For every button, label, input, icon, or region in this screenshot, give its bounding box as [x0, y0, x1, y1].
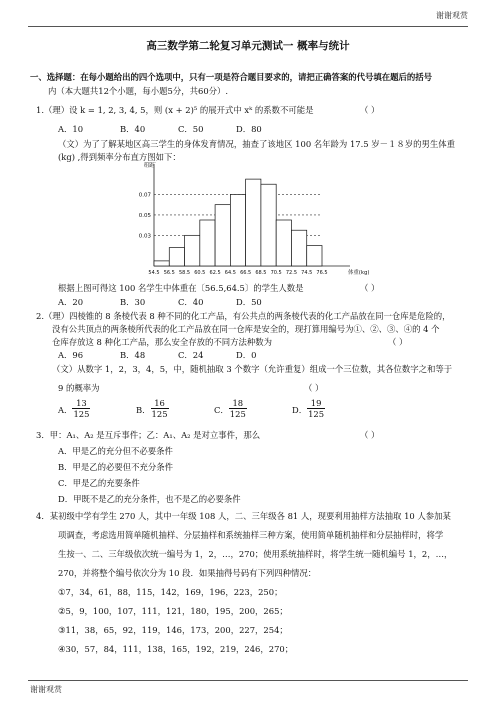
x-tick-label: 58.5: [178, 270, 191, 276]
histogram-bar: [169, 248, 184, 266]
q1-option-d: D．80: [236, 124, 262, 134]
q4-case-3: ③11，38，65，92，119，146，173，200，227，254；: [58, 625, 288, 635]
q3-paren: （ ）: [360, 430, 380, 440]
q2-paren: （ ）: [388, 337, 408, 347]
histogram-bar: [291, 230, 306, 266]
q3-option-b: B．甲是乙的必要但不充分条件: [58, 462, 174, 472]
frac-denominator: 125: [73, 409, 90, 419]
x-tick-label: 74.5: [301, 270, 313, 276]
q4-case-1: ①7，34，61，88，115，142，169，196，223，250；: [58, 587, 283, 597]
q4-case-4: ④30，57，84，111，138，165，192，219，246，270；: [58, 644, 294, 654]
q1-wen-line2: (kg) ,得到频率分布直方图如下：: [58, 152, 181, 162]
q1-option-a: A．10: [58, 124, 84, 134]
y-tick-label: 0.05: [138, 212, 151, 219]
x-tick-label: 56.5: [163, 270, 175, 276]
q2-frac-option-c: [214, 398, 247, 419]
histogram-bar: [185, 235, 200, 266]
q2-frac-option-d: [292, 398, 325, 419]
section-heading: 一、选择题：在每小题给出的四个选项中，只有一项是符合题目要求的，请把正确答案的代号填在题后的括号: [30, 72, 432, 82]
section-heading-cont: 内（本大题共12个小题，每小题5分，共60分）.: [48, 86, 229, 96]
q1-wen-option-d: D．50: [236, 297, 262, 307]
frequency-histogram: [120, 162, 390, 280]
histogram-bar: [276, 220, 291, 266]
q2-frac-option-a: [58, 398, 90, 419]
header-rule: [28, 26, 468, 27]
q4-line4: 270，并将整个编号依次分为 10 段．如果抽得号码有下列四种情况：: [58, 568, 317, 578]
page-header: 谢谢观赏: [436, 11, 468, 20]
q2-line1: 2.（理）四棱锥的 8 条棱代表 8 种不同的化工产品，有公共点的两条棱代表的化工产品放在同一仓库是危险的，: [36, 311, 451, 321]
y-tick-label: 0.03: [138, 233, 151, 240]
page-footer: 谢谢观赏: [30, 685, 62, 694]
histogram-bar: [154, 261, 169, 266]
q2-frac-option-b: [136, 398, 169, 419]
frac-denominator: 125: [229, 409, 246, 419]
q1-wen-option-b: B．30: [120, 297, 146, 307]
page-title: 高三数学第二轮复习单元测试一 概率与统计: [146, 40, 350, 52]
x-tick-label: 76.5: [316, 270, 328, 276]
x-tick-label: 64.5: [224, 270, 236, 276]
q4-case-2: ②5，9，100，107，111，121，180，195，200，265；: [58, 606, 288, 616]
q3-option-a: A．甲是乙的充分但不必要条件: [58, 446, 173, 456]
q1-paren2: （ ）: [360, 283, 380, 293]
q4-line2: 项调查，考虑选用简单随机抽样、分层抽样和系统抽样三种方案，使用简单随机抽样和分层抽样时，将学: [58, 530, 444, 540]
frac-label: B．: [136, 405, 151, 415]
q1-stem: 1.（理）设 k = 1, 2, 3, 4, 5，则 (x + 2)⁵ 的展开式中 xᵏ 的系数不可能是: [36, 105, 314, 115]
q2-paren2: （ ）: [304, 383, 324, 393]
q2-line3: 仓库存放这 8 种化工产品，那么安全存放的不同方法种数为: [52, 337, 273, 347]
histogram-bar: [261, 184, 276, 266]
frac-label: C．: [214, 405, 229, 415]
q1-wen-option-c: C．40: [178, 297, 204, 307]
q3-option-d: D．甲既不是乙的充分条件，也不是乙的必要条件: [58, 494, 241, 504]
y-tick-label: 0.07: [138, 192, 151, 199]
x-tick-label: 70.5: [270, 270, 282, 276]
x-tick-label: 54.5: [148, 270, 160, 276]
q2-option-a: A．96: [58, 350, 84, 360]
q2-line2: 没有公共顶点的两条棱所代表的化工产品放在同一仓库是安全的，现打算用编号为①、②、③、④的 4 个: [52, 324, 440, 334]
histogram-bar: [307, 246, 322, 266]
frac-label: D．: [292, 405, 308, 415]
x-tick-label: 68.5: [255, 270, 267, 276]
histogram-bar: [215, 205, 230, 266]
frac-numerator: 19: [307, 398, 325, 409]
q3-stem: 3．甲：A₁、A₂ 是互斥事件；乙：A₁、A₂ 是对立事件，那么: [36, 430, 261, 440]
q1-after: 根据上图可得这 100 名学生中体重在〔56.5,64.5〕的学生人数是: [58, 283, 304, 293]
x-axis-label: 体重(kg): [348, 270, 370, 276]
q3-option-c: C．甲是乙的充要条件: [58, 478, 140, 488]
y-axis-label-denominator: 组距: [144, 163, 155, 169]
q2-option-b: B．48: [120, 350, 146, 360]
q2-option-d: D．0: [236, 350, 257, 360]
q1-paren: （ ）: [360, 105, 380, 115]
histogram-bar: [200, 220, 215, 266]
frac-denominator: 125: [308, 409, 325, 419]
frac-label: A．: [58, 405, 73, 415]
q1-option-b: B．40: [120, 124, 146, 134]
x-tick-label: 72.5: [285, 270, 298, 276]
x-tick-label: 62.5: [209, 270, 221, 276]
x-tick-label: 60.5: [194, 270, 206, 276]
q1-wen-line1: （文）为了了解某地区高三学生的身体发育情况，抽查了该地区 100 名年龄为 17.5 岁－１８岁的男生体重: [58, 139, 456, 149]
q1-wen-option-a: A．20: [58, 297, 84, 307]
q2-option-c: C．24: [178, 350, 204, 360]
frac-numerator: 18: [229, 398, 247, 409]
q4-line1: 4．某初级中学有学生 270 人，其中一年级 108 人，二、三年级各 81 人，现要利用抽样方法抽取 10 人参加某: [36, 511, 451, 521]
frac-denominator: 125: [151, 409, 168, 419]
q4-line3: 生按一、二、三年级依次统一编号为 1，2，…，270；使用系统抽样时，将学生统一随机编号 1，2，…，: [58, 549, 453, 559]
x-tick-label: 66.5: [240, 270, 252, 276]
q2-wen-line2: 9 的概率为: [58, 383, 100, 393]
histogram-bar: [246, 179, 261, 266]
histogram-bar: [230, 194, 245, 266]
frac-numerator: 13: [72, 398, 90, 409]
frac-numerator: 16: [151, 398, 169, 409]
q2-wen-line1: （文）从数字 1，2，3，4，5，中，随机抽取 3 个数字（允许重复）组成一个三位数，其各位数字之和等于: [52, 364, 453, 374]
footer-rule: [28, 680, 468, 681]
q1-option-c: C．50: [178, 124, 204, 134]
